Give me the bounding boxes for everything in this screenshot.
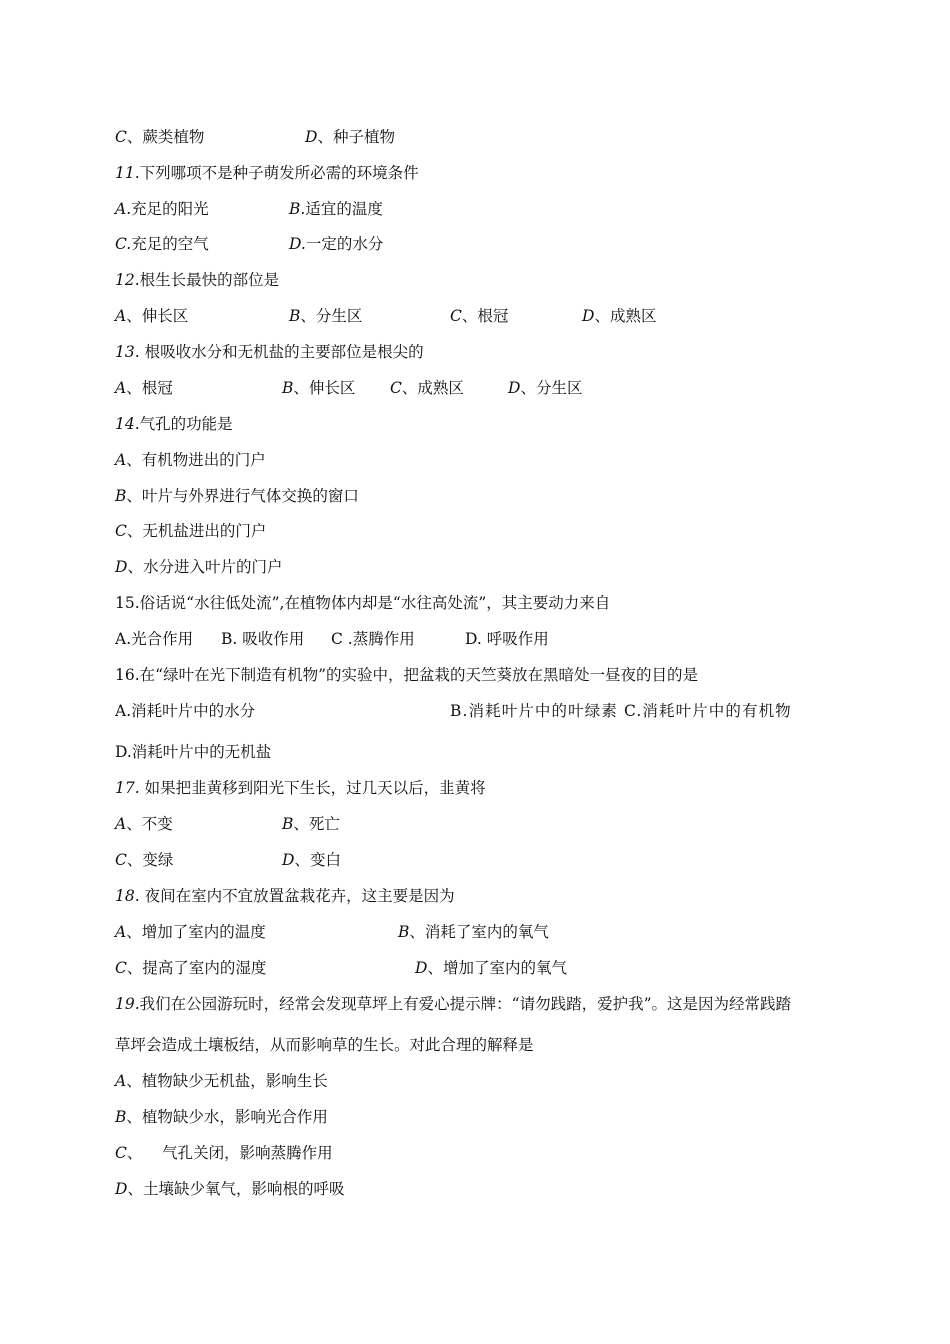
option-text: 、植物缺少无机盐，影响生长	[126, 1072, 328, 1090]
q15-option-d: D. 呼吸作用	[465, 630, 549, 648]
q17-option-d	[282, 850, 341, 870]
q18-option-b	[398, 922, 549, 942]
question-number: 17.	[115, 779, 140, 797]
option-text: 充足的空气	[131, 235, 209, 253]
option-text: 、增加了室内的氧气	[427, 959, 567, 977]
option-text: 、无机盐进出的门户	[126, 522, 267, 540]
option-letter: C	[115, 851, 127, 869]
option-text: 、伸长区	[293, 379, 356, 397]
q15-option-a: A.光合作用	[115, 630, 194, 648]
q14-option-a	[115, 450, 266, 470]
q13-option-c	[390, 378, 464, 398]
q15-option-c: C .蒸腾作用	[331, 630, 415, 648]
option-letter: C	[115, 959, 127, 977]
q13-option-b	[282, 378, 355, 398]
q16-option-a: A.消耗叶片中的水分	[115, 702, 256, 720]
q19-stem-line2: 草坪会造成土壤板结，从而影响草的生长。对此合理的解释是	[115, 1036, 534, 1054]
q19-option-d	[115, 1179, 344, 1199]
option-text: 、分生区	[520, 379, 583, 397]
q11-option-b	[289, 199, 383, 219]
q14-option-d	[115, 557, 282, 577]
option-text: 、变绿	[126, 851, 174, 869]
question-text: 夜间在室内不宜放置盆栽花卉，这主要是因为	[139, 887, 455, 905]
option-letter: C	[115, 1144, 127, 1162]
question-text: 根生长最快的部位是	[139, 271, 280, 289]
option-letter: A	[115, 815, 127, 833]
question-text: 如果把韭黄移到阳光下生长，过几天以后，韭黄将	[139, 779, 486, 797]
q15-stem: 15.俗话说“水往低处流”,在植物体内却是“水往高处流”，其主要动力来自	[115, 594, 611, 612]
q12-option-d	[582, 306, 656, 326]
q12-option-c	[450, 306, 508, 326]
option-letter: C	[115, 128, 127, 146]
q11-option-d	[289, 234, 383, 254]
q10-option-c	[115, 127, 204, 147]
option-letter: D	[115, 558, 128, 576]
option-letter: A	[115, 451, 127, 469]
question-number: 14.	[115, 415, 140, 433]
option-text: 、种子植物	[317, 128, 395, 146]
q19-option-c	[115, 1143, 333, 1163]
question-text: 下列哪项不是种子萌发所必需的环境条件	[139, 164, 419, 182]
question-number: 19.	[115, 995, 140, 1013]
option-letter: A	[115, 379, 127, 397]
option-letter: B	[115, 487, 127, 505]
option-text: 、水分进入叶片的门户	[127, 558, 283, 576]
q13-option-d	[508, 378, 582, 398]
q18-option-a	[115, 922, 266, 942]
q16-stem: 16.在“绿叶在光下制造有机物”的实验中，把盆栽的天竺葵放在黑暗处一昼夜的目的是	[115, 666, 699, 684]
option-text: 、不变	[126, 815, 173, 833]
q11-option-c	[115, 234, 209, 254]
option-text: 、根冠	[126, 379, 173, 397]
option-text: 、增加了室内的温度	[126, 923, 266, 941]
option-letter: B.	[289, 200, 306, 218]
question-text: 我们在公园游玩时，经常会发现草坪上有爱心提示牌：“请勿践踏，爱护我”。这是因为经常践踏	[139, 995, 792, 1013]
question-number: 11.	[115, 164, 140, 182]
option-letter: A	[115, 307, 127, 325]
q18-stem	[115, 886, 455, 906]
option-letter: B	[398, 923, 410, 941]
option-letter: D	[305, 128, 318, 146]
option-letter: D	[415, 959, 428, 977]
question-number: 13.	[115, 343, 140, 361]
option-text: 一定的水分	[305, 235, 384, 253]
option-letter: B	[289, 307, 301, 325]
option-letter: D	[508, 379, 521, 397]
q12-option-b	[289, 306, 362, 326]
option-text: 、分生区	[300, 307, 363, 325]
question-number: 12.	[115, 271, 140, 289]
option-letter: A.	[115, 200, 132, 218]
question-text: 气孔的功能是	[139, 415, 233, 433]
option-text: 、根冠	[461, 307, 509, 325]
option-text: 、消耗了室内的氧气	[409, 923, 549, 941]
q16-option-d: D.消耗叶片中的无机盐	[115, 743, 272, 761]
question-text: 根吸收水分和无机盐的主要部位是根尖的	[139, 343, 424, 361]
option-letter: D	[282, 851, 295, 869]
option-text: 适宜的温度	[305, 200, 383, 218]
option-text: 、成熟区	[594, 307, 657, 325]
option-letter: B	[282, 379, 294, 397]
q11-option-a	[115, 199, 209, 219]
q12-stem	[115, 270, 279, 290]
option-text: 、伸长区	[126, 307, 189, 325]
option-letter: C	[115, 522, 127, 540]
option-text: 、成熟区	[401, 379, 464, 397]
q17-stem	[115, 778, 486, 798]
q14-option-c	[115, 521, 266, 541]
q19-option-b	[115, 1107, 328, 1127]
option-letter: C.	[115, 235, 132, 253]
option-letter: C	[450, 307, 462, 325]
q12-option-a	[115, 306, 188, 326]
option-text: 、 气孔关闭，影响蒸腾作用	[126, 1144, 333, 1162]
option-letter: D.	[289, 235, 306, 253]
option-letter: A	[115, 1072, 127, 1090]
option-text: 、植物缺少水，影响光合作用	[126, 1108, 328, 1126]
q14-option-b	[115, 486, 359, 506]
option-text: 、叶片与外界进行气体交换的窗口	[126, 487, 359, 505]
q19-stem-line1	[115, 994, 791, 1014]
option-text: 、有机物进出的门户	[126, 451, 266, 469]
q13-option-a	[115, 378, 173, 398]
option-letter: C	[390, 379, 402, 397]
q13-stem	[115, 342, 424, 362]
q16-option-bc: B.消耗叶片中的叶绿素 C.消耗叶片中的有机物	[450, 702, 792, 720]
q15-option-b: B. 吸收作用	[221, 630, 305, 648]
q17-option-b	[282, 814, 340, 834]
option-letter: B	[115, 1108, 127, 1126]
option-text: 、蕨类植物	[126, 128, 205, 146]
q10-option-d	[305, 127, 395, 147]
option-text: 、土壤缺少氧气，影响根的呼吸	[127, 1180, 345, 1198]
option-letter: A	[115, 923, 127, 941]
q11-stem	[115, 163, 419, 183]
option-text: 充足的阳光	[131, 200, 209, 218]
option-text: 、提高了室内的湿度	[126, 959, 267, 977]
option-text: 、变白	[294, 851, 341, 869]
q17-option-a	[115, 814, 173, 834]
option-letter: B	[282, 815, 294, 833]
q17-option-c	[115, 850, 173, 870]
option-text: 、死亡	[293, 815, 340, 833]
q14-stem	[115, 414, 233, 434]
option-letter: D	[115, 1180, 128, 1198]
q18-option-d	[415, 958, 567, 978]
q18-option-c	[115, 958, 266, 978]
q19-option-a	[115, 1071, 328, 1091]
option-letter: D	[582, 307, 595, 325]
question-number: 18.	[115, 887, 140, 905]
